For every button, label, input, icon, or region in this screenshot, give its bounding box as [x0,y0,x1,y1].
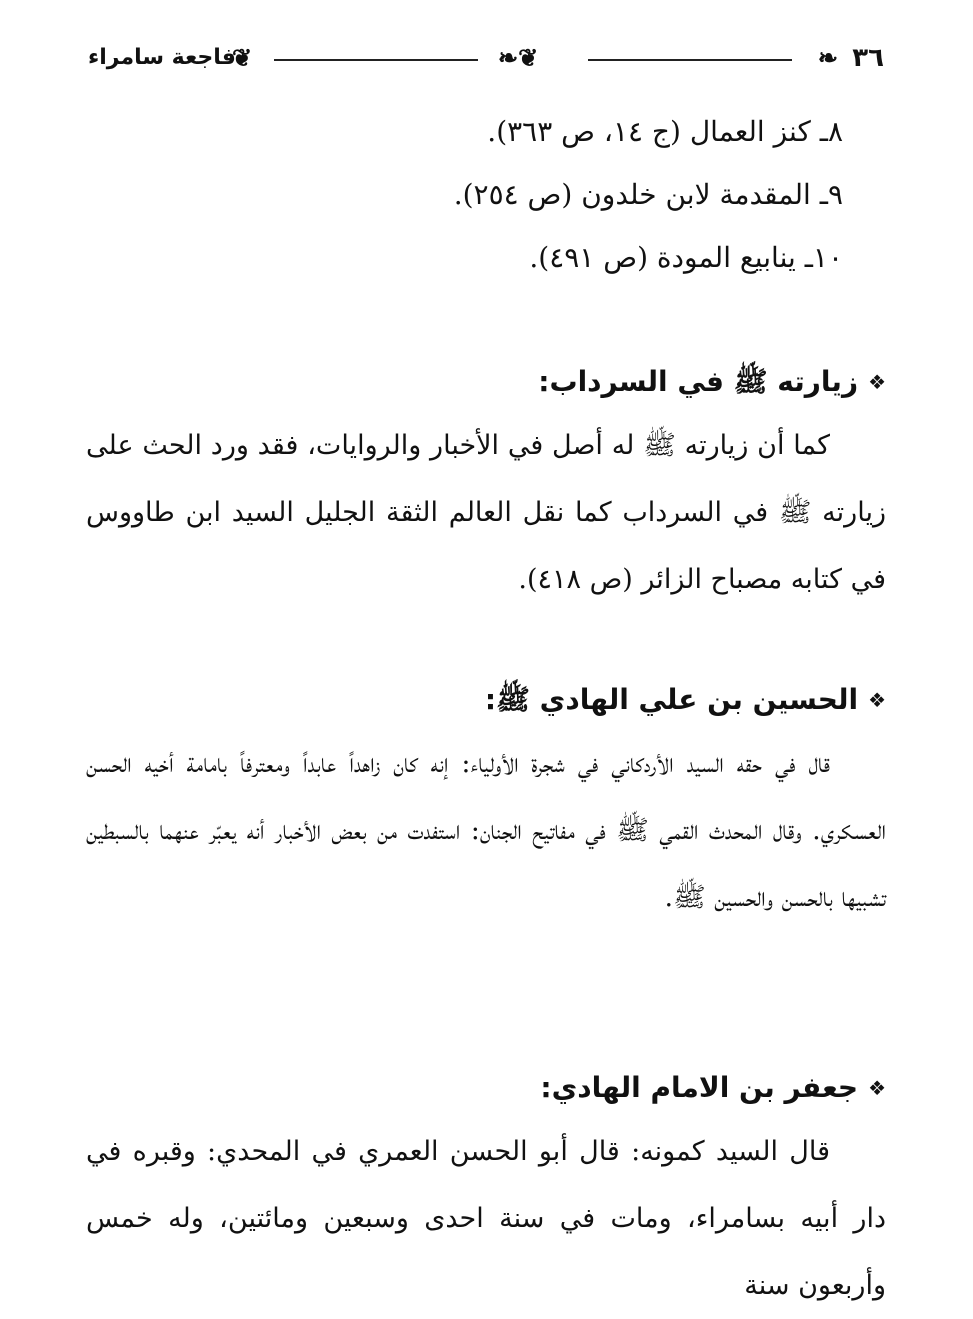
section-visitation [86,352,886,613]
section-title: جعفر بن الامام الهادي: [540,1071,859,1104]
section-hussein-bin-ali [86,670,886,931]
reference-item: ٨ـ كنز العمال (ج ١٤، ص ٣٦٣). [487,115,843,148]
header-rule [588,59,792,61]
reference-item: ٩ـ المقدمة لابن خلدون (ص ٢٥٤). [453,178,843,211]
reference-item: ١٠ـ ينابيع المودة (ص ٤٩١). [529,241,843,274]
diamond-bullet-icon: ❖ [868,1076,886,1100]
section-paragraph: قال السيد كمونه: قال أبو الحسن العمري في المحدي: وقبره في دار أبيه بسامراء، ومات في سنة احدى وسبعين ومائتين، وله خمس وأربعون سنة [86,1136,886,1301]
references-list [203,100,843,289]
section-paragraph: كما أن زيارته ﷺ له أصل في الأخبار والروايات، فقد ورد الحث على زيارته ﷺ في السرداب كما نقل العالم الثقة الجليل السيد ابن طاووس في كتابه مصباح الزائر (ص ٤١٨). [86,430,886,595]
section-paragraph: قال في حقه السيد الأردكاني في شجرة الأولياء: إنه كان زاهداً عابداً ومعترفاً بامامة أخيه الحسن العسكري. وقال المحدث القمي ﷺ في مفاتيح الجنان: استفدت من بعض الأخبار أنه يعبّر عنهما بالسبطين تشبيها بالحسن والحسين ﷺ. [86,748,886,913]
diamond-bullet-icon: ❖ [868,370,886,394]
running-header [88,38,884,78]
ornament-icon: ❦❧ [498,43,539,72]
diamond-bullet-icon: ❖ [868,688,886,712]
ornament-icon: ❦ [232,43,253,72]
header-rule [274,59,478,61]
section-title: الحسين بن علي الهادي ﷺ: [484,683,859,716]
page-number: ٣٦ [852,43,884,73]
ornament-icon: ❧ [817,43,838,72]
book-title: فاجعة سامراء [88,45,236,70]
section-title: زيارته ﷺ في السرداب: [538,365,859,398]
section-jafar [86,1058,886,1319]
